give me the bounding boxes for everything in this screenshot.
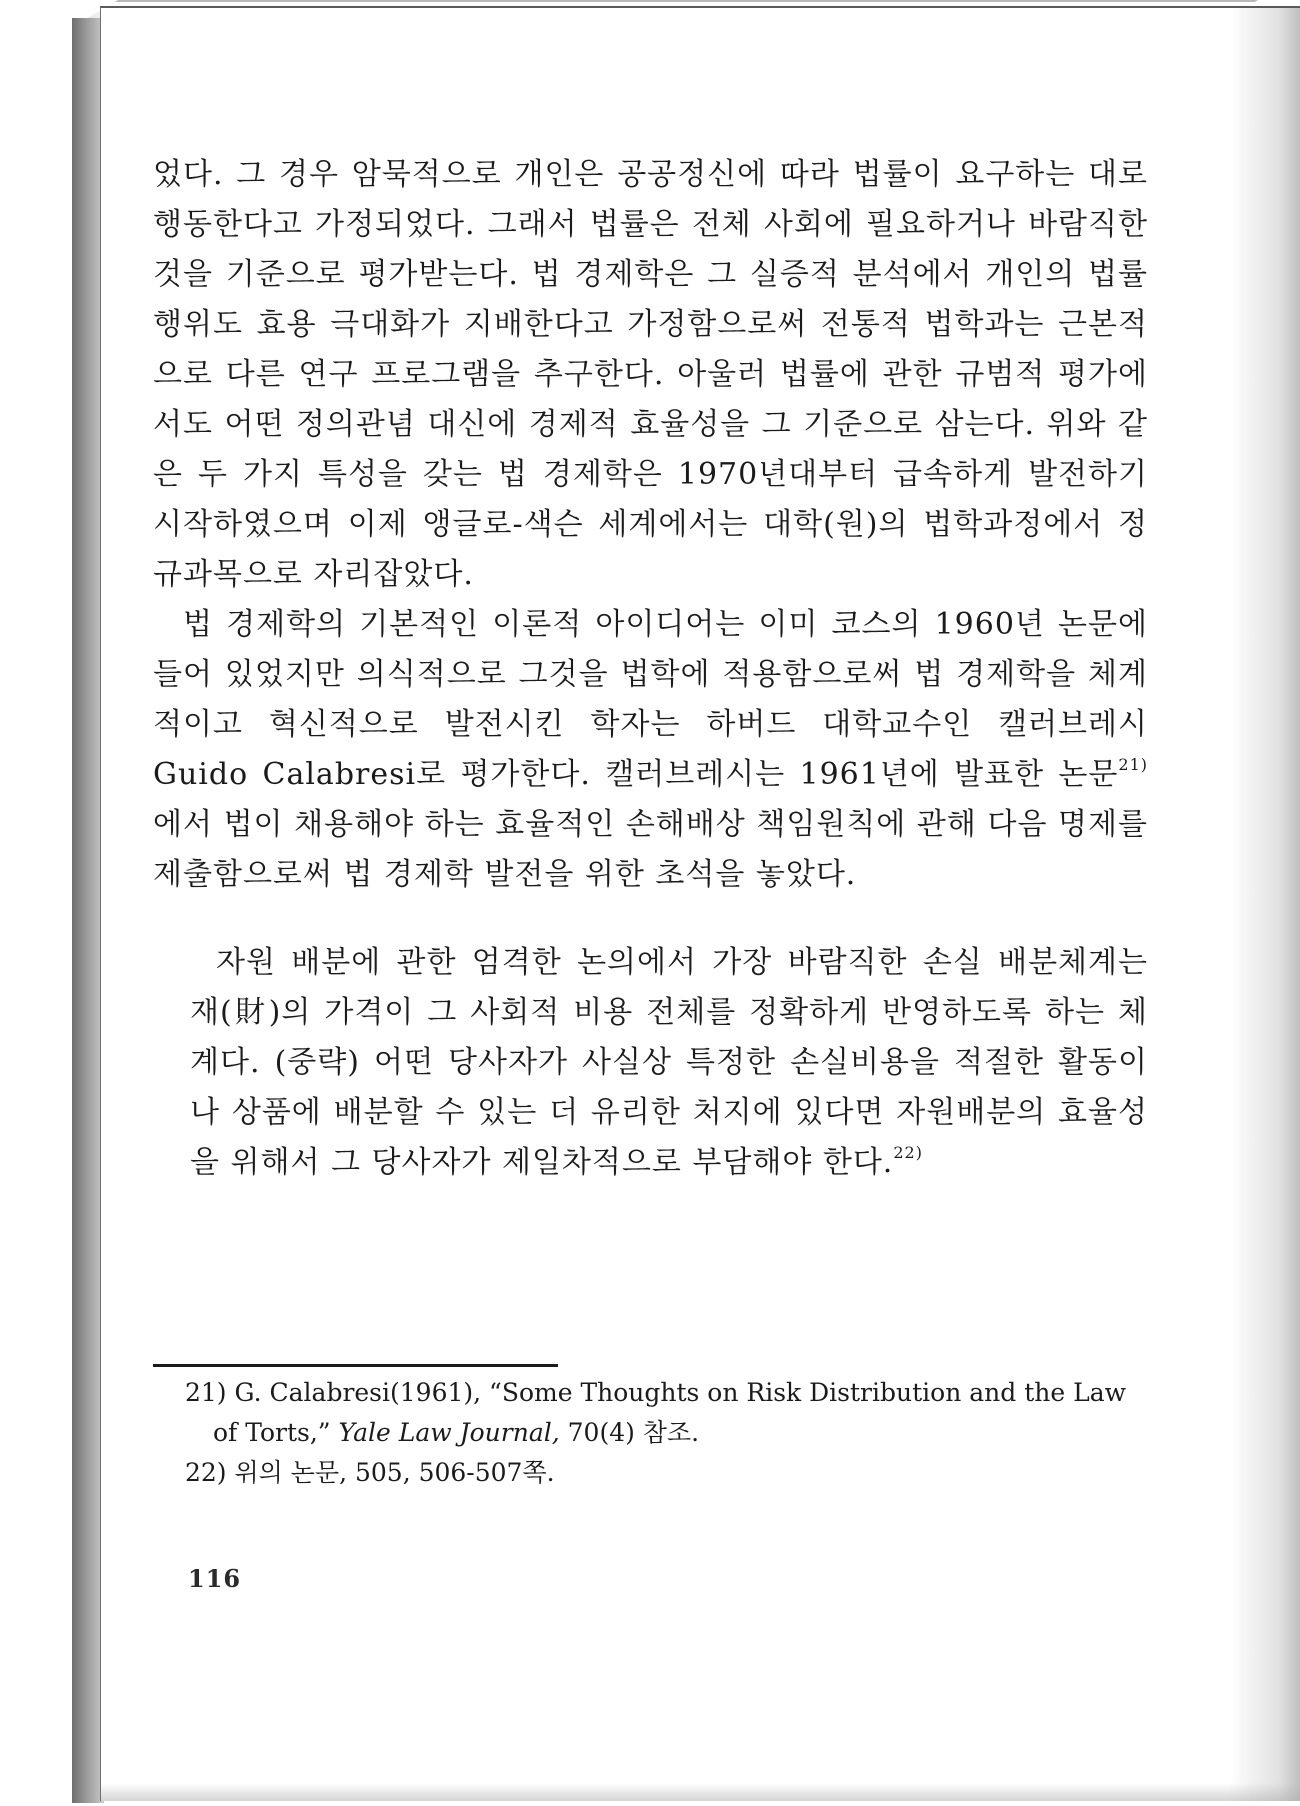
footnote-21-label: 21) xyxy=(185,1378,227,1407)
footnote-21 xyxy=(185,1373,1148,1453)
footnote-22-label: 22) xyxy=(185,1458,227,1487)
paragraph-2-text-a: 법 경제학의 기본적인 이론적 아이디어는 이미 코스의 1960년 논문에 들어 있었지만 의식적으로 그것을 법학에 적용함으로써 법 경제학을 체계적이고 혁신적으로 발전시킨 학자는 하버드 대학교수인 캘러브레시 Guido Calabresi로 평가한다. 캘러브레시는 1961년에 발표한 논문 xyxy=(153,607,1148,792)
footnote-divider xyxy=(153,1364,558,1367)
main-text-block xyxy=(153,150,1148,1218)
footnote-22 xyxy=(185,1453,1148,1493)
block-quote-text: 자원 배분에 관한 엄격한 논의에서 가장 바람직한 손실 배분체계는 재(財)의 가격이 그 사회적 비용 전체를 정확하게 반영하도록 하는 체계다. (중략) 어떤 당사자가 사실상 특정한 손실비용을 적절한 활동이나 상품에 배분할 수 있는 더 유리한 처지에 있다면 자원배분의 효율성을 위해서 그 당사자가 제일차적으로 부담해야 한다. xyxy=(190,945,1148,1180)
page-bottom-shadow xyxy=(101,1783,1300,1801)
footnote-ref-22: 22) xyxy=(893,1143,923,1162)
footnote-ref-21: 21) xyxy=(1118,755,1148,774)
footnote-21-text-a: G. Calabresi(1961), “Some Thoughts on Risk Distribution and the Law of Torts,” xyxy=(213,1378,1126,1447)
page-number: 116 xyxy=(188,1564,242,1593)
page-curl-shadow xyxy=(1230,8,1300,1801)
footnote-21-text-b: 70(4) 참조. xyxy=(567,1418,700,1447)
body-paragraph-2 xyxy=(153,600,1148,900)
block-quote xyxy=(190,938,1148,1188)
body-paragraph-1: 었다. 그 경우 암묵적으로 개인은 공공정신에 따라 법률이 요구하는 대로 행동한다고 가정되었다. 그래서 법률은 전체 사회에 필요하거나 바람직한 것을 기준으로 평가받는다. 법 경제학은 그 실증적 분석에서 개인의 법률행위도 효용 극대화가 지배한다고 가정함으로써 전통적 법학과는 근본적으로 다른 연구 프로그램을 추구한다. 아울러 법률에 관한 규범적 평가에서도 어떤 정의관념 대신에 경제적 효율성을 그 기준으로 삼는다. 위와 같은 두 가지 특성을 갖는 법 경제학은 1970년대부터 급속하게 발전하기 시작하였으며 이제 앵글로-색슨 세계에서는 대학(원)의 법학과정에서 정규과목으로 자리잡았다. xyxy=(153,157,1148,592)
footnote-22-text: 위의 논문, 505, 506-507쪽. xyxy=(234,1458,555,1487)
paragraph-2-text-b: 에서 법이 채용해야 하는 효율적인 손해배상 책임원칙에 관해 다음 명제를 제출함으로써 법 경제학 발전을 위한 초석을 놓았다. xyxy=(153,807,1148,892)
footnotes xyxy=(185,1373,1148,1493)
footnote-21-journal: Yale Law Journal, xyxy=(338,1418,560,1447)
